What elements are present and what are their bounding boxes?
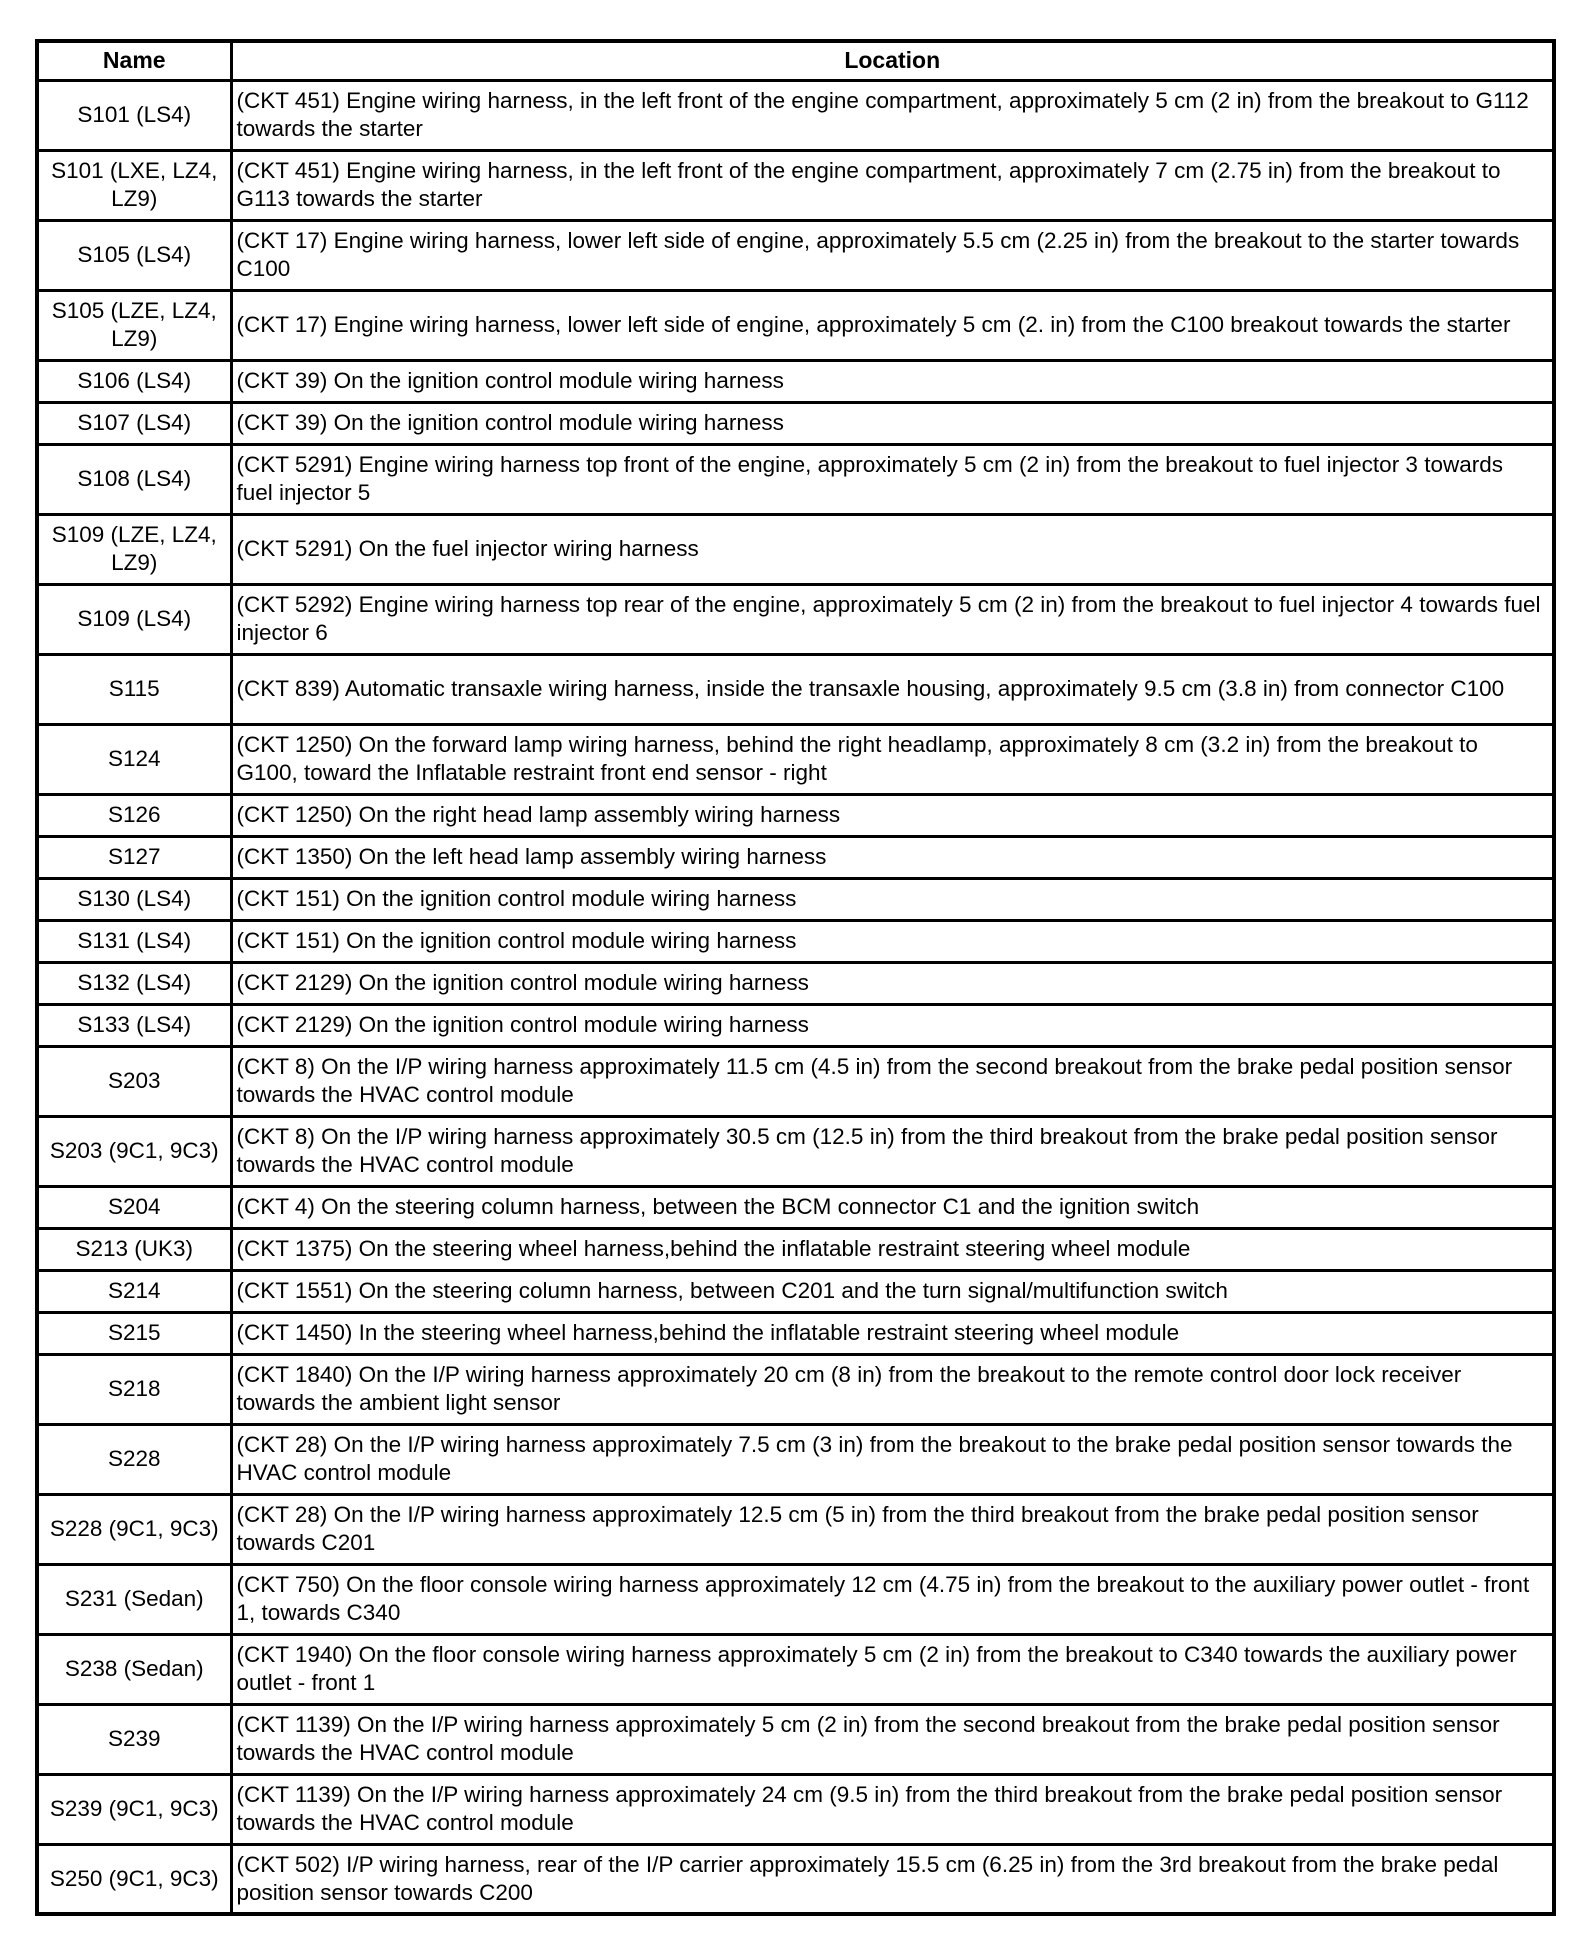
table-row	[37, 444, 1554, 514]
table-body	[37, 80, 1554, 1914]
splice-name-cell: S109 (LS4)	[37, 584, 231, 654]
splice-location-cell: (CKT 8) On the I/P wiring harness approximately 11.5 cm (4.5 in) from the second breakout from the brake pedal position sensor towards the HVAC control module	[231, 1046, 1554, 1116]
table-row	[37, 962, 1554, 1004]
splice-name-cell: S101 (LS4)	[37, 80, 231, 150]
splice-name-cell: S115	[37, 654, 231, 724]
table-row	[37, 290, 1554, 360]
table-row	[37, 920, 1554, 962]
splice-location-cell: (CKT 17) Engine wiring harness, lower left side of engine, approximately 5 cm (2. in) from the C100 breakout towards the starter	[231, 290, 1554, 360]
splice-location-cell: (CKT 2129) On the ignition control module wiring harness	[231, 1004, 1554, 1046]
splice-location-cell: (CKT 28) On the I/P wiring harness approximately 12.5 cm (5 in) from the third breakout from the brake pedal position sensor towards C201	[231, 1494, 1554, 1564]
table-row	[37, 1704, 1554, 1774]
table-row	[37, 1312, 1554, 1354]
table-row	[37, 1046, 1554, 1116]
splice-location-cell: (CKT 17) Engine wiring harness, lower left side of engine, approximately 5.5 cm (2.25 in) from the breakout to the starter towards C100	[231, 220, 1554, 290]
splice-name-cell: S250 (9C1, 9C3)	[37, 1844, 231, 1914]
table-row	[37, 1116, 1554, 1186]
splice-name-cell: S133 (LS4)	[37, 1004, 231, 1046]
splice-location-cell: (CKT 1250) On the right head lamp assembly wiring harness	[231, 794, 1554, 836]
splice-location-cell: (CKT 4) On the steering column harness, between the BCM connector C1 and the ignition switch	[231, 1186, 1554, 1228]
splice-name-cell: S132 (LS4)	[37, 962, 231, 1004]
splice-location-cell: (CKT 1940) On the floor console wiring harness approximately 5 cm (2 in) from the breakout to C340 towards the auxiliary power outlet - front 1	[231, 1634, 1554, 1704]
splice-location-cell: (CKT 1840) On the I/P wiring harness approximately 20 cm (8 in) from the breakout to the remote control door lock receiver towards the ambient light sensor	[231, 1354, 1554, 1424]
splice-location-cell: (CKT 1139) On the I/P wiring harness approximately 24 cm (9.5 in) from the third breakout from the brake pedal position sensor towards the HVAC control module	[231, 1774, 1554, 1844]
splice-location-sheet	[35, 39, 1552, 1916]
splice-name-cell: S204	[37, 1186, 231, 1228]
splice-name-cell: S228	[37, 1424, 231, 1494]
table-row	[37, 724, 1554, 794]
table-row	[37, 1424, 1554, 1494]
table-row	[37, 220, 1554, 290]
splice-name-cell: S228 (9C1, 9C3)	[37, 1494, 231, 1564]
splice-name-cell: S130 (LS4)	[37, 878, 231, 920]
splice-location-cell: (CKT 8) On the I/P wiring harness approximately 30.5 cm (12.5 in) from the third breakout from the brake pedal position sensor towards the HVAC control module	[231, 1116, 1554, 1186]
splice-name-cell: S106 (LS4)	[37, 360, 231, 402]
table-row	[37, 514, 1554, 584]
splice-location-cell: (CKT 2129) On the ignition control module wiring harness	[231, 962, 1554, 1004]
splice-location-cell: (CKT 5291) Engine wiring harness top front of the engine, approximately 5 cm (2 in) from the breakout to fuel injector 3 towards fuel injector 5	[231, 444, 1554, 514]
table-row	[37, 878, 1554, 920]
splice-name-cell: S107 (LS4)	[37, 402, 231, 444]
table-row	[37, 1634, 1554, 1704]
table-row	[37, 360, 1554, 402]
splice-location-cell: (CKT 1551) On the steering column harness, between C201 and the turn signal/multifunction switch	[231, 1270, 1554, 1312]
splice-location-cell: (CKT 151) On the ignition control module wiring harness	[231, 878, 1554, 920]
splice-location-cell: (CKT 39) On the ignition control module wiring harness	[231, 360, 1554, 402]
splice-name-cell: S203	[37, 1046, 231, 1116]
splice-location-cell: (CKT 839) Automatic transaxle wiring harness, inside the transaxle housing, approximately 9.5 cm (3.8 in) from connector C100	[231, 654, 1554, 724]
table-row	[37, 1564, 1554, 1634]
splice-name-cell: S109 (LZE, LZ4, LZ9)	[37, 514, 231, 584]
table-row	[37, 1186, 1554, 1228]
splice-location-cell: (CKT 502) I/P wiring harness, rear of the I/P carrier approximately 15.5 cm (6.25 in) from the 3rd breakout from the brake pedal position sensor towards C200	[231, 1844, 1554, 1914]
splice-location-cell: (CKT 1139) On the I/P wiring harness approximately 5 cm (2 in) from the second breakout from the brake pedal position sensor towards the HVAC control module	[231, 1704, 1554, 1774]
table-row	[37, 1354, 1554, 1424]
table-row	[37, 1228, 1554, 1270]
splice-location-cell: (CKT 1375) On the steering wheel harness,behind the inflatable restraint steering wheel module	[231, 1228, 1554, 1270]
splice-name-cell: S218	[37, 1354, 231, 1424]
table-row	[37, 836, 1554, 878]
splice-name-cell: S124	[37, 724, 231, 794]
splice-name-cell: S203 (9C1, 9C3)	[37, 1116, 231, 1186]
splice-location-cell: (CKT 28) On the I/P wiring harness approximately 7.5 cm (3 in) from the breakout to the brake pedal position sensor towards the HVAC control module	[231, 1424, 1554, 1494]
splice-name-cell: S215	[37, 1312, 231, 1354]
splice-name-cell: S213 (UK3)	[37, 1228, 231, 1270]
column-header-name: Name	[37, 41, 231, 80]
splice-name-cell: S105 (LS4)	[37, 220, 231, 290]
splice-name-cell: S127	[37, 836, 231, 878]
splice-location-cell: (CKT 1450) In the steering wheel harness,behind the inflatable restraint steering wheel module	[231, 1312, 1554, 1354]
table-row	[37, 1004, 1554, 1046]
splice-location-cell: (CKT 451) Engine wiring harness, in the left front of the engine compartment, approximately 7 cm (2.75 in) from the breakout to G113 towards the starter	[231, 150, 1554, 220]
splice-location-cell: (CKT 5291) On the fuel injector wiring harness	[231, 514, 1554, 584]
splice-name-cell: S101 (LXE, LZ4, LZ9)	[37, 150, 231, 220]
splice-location-cell: (CKT 151) On the ignition control module wiring harness	[231, 920, 1554, 962]
table-row	[37, 654, 1554, 724]
table-header-row	[37, 41, 1554, 80]
splice-location-cell: (CKT 5292) Engine wiring harness top rear of the engine, approximately 5 cm (2 in) from the breakout to fuel injector 4 towards fuel injector 6	[231, 584, 1554, 654]
splice-name-cell: S214	[37, 1270, 231, 1312]
splice-location-cell: (CKT 750) On the floor console wiring harness approximately 12 cm (4.75 in) from the breakout to the auxiliary power outlet - front 1, towards C340	[231, 1564, 1554, 1634]
splice-location-cell: (CKT 1250) On the forward lamp wiring harness, behind the right headlamp, approximately 8 cm (3.2 in) from the breakout to G100, toward the Inflatable restraint front end sensor - right	[231, 724, 1554, 794]
table-row	[37, 80, 1554, 150]
splice-name-cell: S238 (Sedan)	[37, 1634, 231, 1704]
splice-name-cell: S105 (LZE, LZ4, LZ9)	[37, 290, 231, 360]
table-row	[37, 584, 1554, 654]
table-row	[37, 794, 1554, 836]
table-row	[37, 1494, 1554, 1564]
table-row	[37, 1774, 1554, 1844]
splice-name-cell: S239 (9C1, 9C3)	[37, 1774, 231, 1844]
splice-name-cell: S131 (LS4)	[37, 920, 231, 962]
table-row	[37, 1270, 1554, 1312]
table-row	[37, 150, 1554, 220]
splice-name-cell: S126	[37, 794, 231, 836]
splice-location-cell: (CKT 39) On the ignition control module wiring harness	[231, 402, 1554, 444]
table-row	[37, 1844, 1554, 1914]
splice-location-table	[35, 39, 1556, 1916]
splice-name-cell: S239	[37, 1704, 231, 1774]
column-header-location: Location	[231, 41, 1554, 80]
splice-name-cell: S231 (Sedan)	[37, 1564, 231, 1634]
table-row	[37, 402, 1554, 444]
splice-name-cell: S108 (LS4)	[37, 444, 231, 514]
splice-location-cell: (CKT 1350) On the left head lamp assembly wiring harness	[231, 836, 1554, 878]
splice-location-cell: (CKT 451) Engine wiring harness, in the left front of the engine compartment, approximately 5 cm (2 in) from the breakout to G112 towards the starter	[231, 80, 1554, 150]
